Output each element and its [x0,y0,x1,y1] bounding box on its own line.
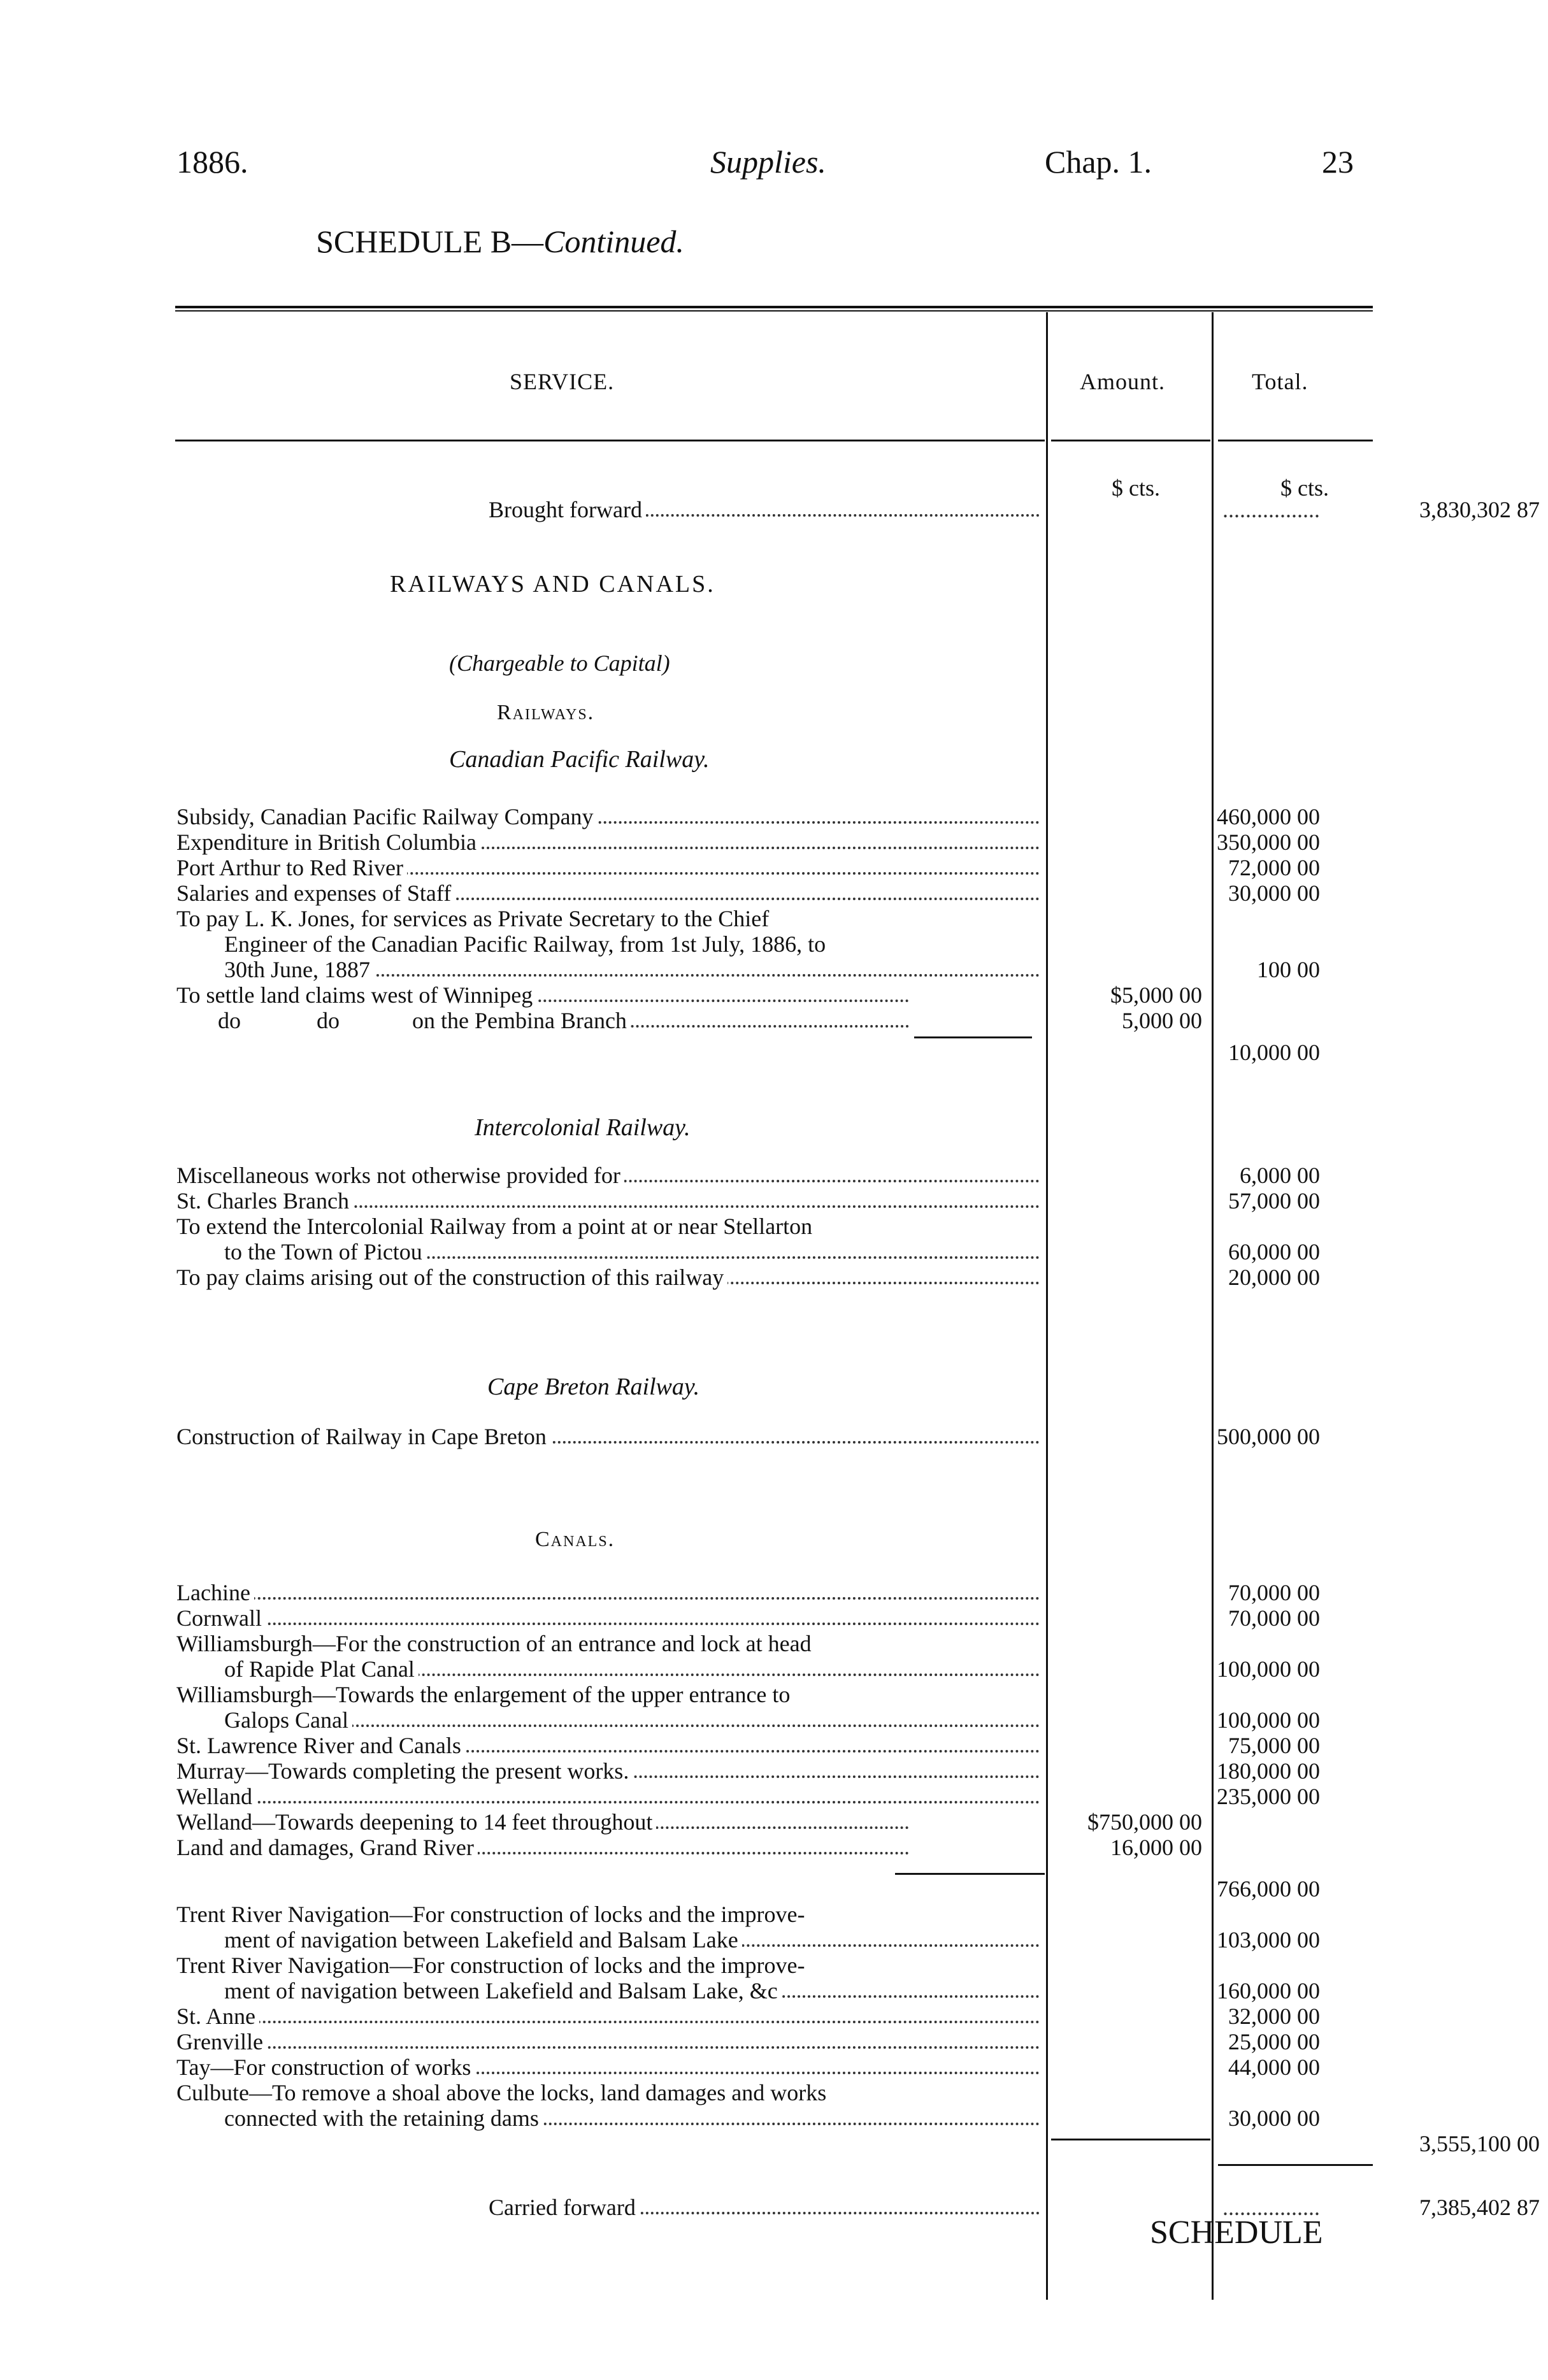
cpr-port-arthur-amount: 72,000 00 [1228,855,1320,880]
header-rule-total [1218,440,1373,441]
ditto-mark: do [218,1008,241,1033]
catchword: SCHEDULE [1150,2214,1323,2251]
trent2-text-1: Trent River Navigation—For construction of locks and the improve- [176,1953,809,1978]
total-column-header: Total. [1252,369,1308,394]
service-column-header: SERVICE. [510,369,615,394]
cpr-salaries-label: Salaries and expenses of Staff [176,880,455,906]
trent1-text-1: Trent River Navigation—For construction of locks and the improve- [176,1902,809,1927]
grand-river-label: Land and damages, Grand River [176,1835,478,1860]
carried-forward-label: Carried forward [489,2195,640,2220]
carried-forward-total: 7,385,402 87 [1419,2195,1540,2220]
section-note: (Chargeable to Capital) [449,650,670,676]
land-total-amount: 10,000 00 [1228,1040,1320,1065]
misc-works-label: Miscellaneous works not otherwise provided for [176,1163,624,1188]
misc-works-amount: 6,000 00 [1240,1163,1320,1188]
grenville-label: Grenville [176,2029,267,2054]
year: 1886. [176,144,248,180]
st-charles-label: St. Charles Branch [176,1188,353,1214]
grenville-amount: 25,000 00 [1228,2029,1320,2054]
welland-label: Welland [176,1784,256,1809]
amount-column-divider [1046,312,1048,2300]
welland-sum-rule [895,1873,1045,1875]
claims-amount: 20,000 00 [1228,1265,1320,1290]
pembina-label: on the Pembina Branch [412,1008,631,1033]
trent1-amount: 103,000 00 [1217,1927,1320,1953]
extend-text-1: To extend the Intercolonial Railway from a point at or near Stellarton [176,1214,816,1239]
cpr-bc-label: Expenditure in British Columbia [176,829,480,855]
st-anne-amount: 32,000 00 [1228,2004,1320,2029]
wb1-amount: 100,000 00 [1217,1656,1320,1682]
cornwall-label: Cornwall [176,1605,266,1631]
canals-section-total: 3,555,100 00 [1419,2131,1540,2156]
wb2-text-1: Williamsburgh—Towards the enlargement of the upper entrance to [176,1682,794,1707]
wb2-amount: 100,000 00 [1217,1707,1320,1733]
brought-forward-total: 3,830,302 87 [1419,497,1540,522]
tay-label: Tay—For construction of works [176,2054,475,2080]
murray-amount: 180,000 00 [1217,1758,1320,1784]
st-charles-amount: 57,000 00 [1228,1188,1320,1214]
lachine-label: Lachine [176,1580,254,1605]
pembina-inner-amount: 5,000 00 [1122,1008,1202,1033]
claims-label: To pay claims arising out of the construction of this railway [176,1265,727,1290]
chapter-label: Chap. 1. [1045,144,1152,180]
running-title: Supplies. [710,144,826,180]
murray-label: Murray—Towards completing the present works. [176,1758,633,1784]
welland-deepening-inner: $750,000 00 [1087,1809,1202,1835]
brought-forward-label: Brought forward [489,497,646,522]
cpr-port-arthur-label: Port Arthur to Red River [176,855,407,880]
schedule-title [0,223,1000,260]
wb1-text-1: Williamsburgh—For the construction of an entrance and lock at head [176,1631,815,1656]
culbute-amount: 30,000 00 [1228,2105,1320,2131]
trent2-text-2: ment of navigation between Lakefield and Balsam Lake, &c [224,1978,782,2004]
total-units: $ cts. [1280,475,1329,501]
jones-text-1: To pay L. K. Jones, for services as Private Secretary to the Chief [176,906,773,931]
jones-text-3: 30th June, 1887 [224,957,374,982]
land-claims-inner-amount: $5,000 00 [1110,982,1202,1008]
cpr-heading: Canadian Pacific Railway. [449,746,710,773]
jones-text-2: Engineer of the Canadian Pacific Railway, from 1st July, 1886, to [224,931,829,957]
intercolonial-heading: Intercolonial Railway. [475,1114,691,1141]
extend-amount: 60,000 00 [1228,1239,1320,1265]
section-title: RAILWAYS AND CANALS. [390,571,715,598]
jones-amount: 100 00 [1257,957,1320,982]
cape-breton-heading: Cape Breton Railway. [487,1373,700,1400]
culbute-text-2: connected with the retaining dams [224,2105,543,2131]
carried-forward-amount: ................. [1222,2195,1320,2220]
ditto-mark: do [317,1008,340,1033]
grand-sum-rule [1218,2164,1373,2166]
trent2-amount: 160,000 00 [1217,1978,1320,2004]
amount-units: $ cts. [1112,475,1160,501]
culbute-text-1: Culbute—To remove a shoal above the locks, land damages and works [176,2080,830,2105]
cpr-subsidy-label: Subsidy, Canadian Pacific Railway Company [176,804,598,829]
st-lawrence-amount: 75,000 00 [1228,1733,1320,1758]
header-rule-amount [1051,440,1210,441]
lachine-amount: 70,000 00 [1228,1580,1320,1605]
page-number: 23 [1322,144,1354,180]
cpr-salaries-amount: 30,000 00 [1228,880,1320,906]
table-top-rule [175,306,1373,308]
grand-river-inner: 16,000 00 [1110,1835,1202,1860]
cpr-subsidy-amount: 460,000 00 [1217,804,1320,829]
st-lawrence-label: St. Lawrence River and Canals [176,1733,465,1758]
welland-amount: 235,000 00 [1217,1784,1320,1809]
brought-forward-amount: ................. [1222,497,1320,522]
land-claims-label: To settle land claims west of Winnipeg [176,982,536,1008]
schedule-title-main: SCHEDULE B— [316,224,544,259]
cpr-bc-amount: 350,000 00 [1217,829,1320,855]
cape-breton-amount: 500,000 00 [1217,1424,1320,1449]
table-top-rule-thin [175,310,1373,312]
wb2-text-2: Galops Canal [224,1707,352,1733]
amount-column-header: Amount. [1080,369,1166,394]
header-rule-service [175,440,1045,441]
extend-text-2: to the Town of Pictou [224,1239,426,1265]
cape-breton-label: Construction of Railway in Cape Breton [176,1424,550,1449]
land-sum-rule [914,1036,1032,1038]
wb1-text-2: of Rapide Plat Canal [224,1656,419,1682]
st-anne-label: St. Anne [176,2004,259,2029]
schedule-title-suffix: Continued. [543,224,684,259]
welland-deepening-label: Welland—Towards deepening to 14 feet throughout [176,1809,656,1835]
canals-heading: Canals. [535,1528,615,1551]
welland-total: 766,000 00 [1217,1876,1320,1902]
trent1-text-2: ment of navigation between Lakefield and Balsam Lake [224,1927,742,1953]
cornwall-amount: 70,000 00 [1228,1605,1320,1631]
canals-sum-rule [1051,2139,1210,2140]
railways-heading: Railways. [497,701,595,724]
tay-amount: 44,000 00 [1228,2054,1320,2080]
